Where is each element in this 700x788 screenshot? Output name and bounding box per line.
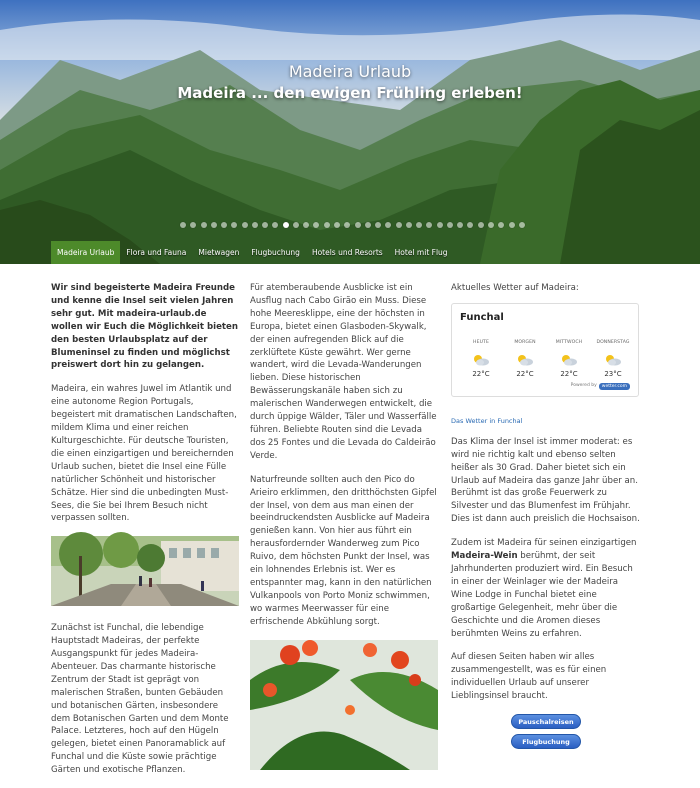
nav-item[interactable]: Madeira Urlaub bbox=[51, 241, 120, 264]
slider-dot[interactable] bbox=[426, 222, 432, 228]
paragraph: Naturfreunde sollten auch den Pico do Arieiro erklimmen, den dritthöchsten Gipfel der Insel, von dem aus man einen der beeindruckendsten Ausblicke auf Madeira genießen kann. Von hier aus führt ein herausfordernder Wanderweg zum Pico Ruivo, dem höchsten Punkt der Insel, was ein lohnendes Erlebnis ist. Wer es entspannter mag, kann in den natürlichen Vulkanpools von Porto Moniz schwimmen, wo warmes Meerwasser für eine erfrischende Abkühlung sorgt. bbox=[250, 474, 437, 627]
text-run: Zudem ist Madeira für seinen einzigartigen bbox=[451, 538, 637, 549]
weather-powered-by bbox=[571, 380, 630, 393]
weather-heading: Aktuelles Wetter auf Madeira: bbox=[451, 283, 579, 293]
hero-title: Madeira Urlaub bbox=[288, 62, 412, 81]
text-run: berühmt, der seit Jahrhunderten produziert wird. Ein Besuch in einer der Weinlager wie der Madeira Wine Lodge in Funchal bietet eine großartige Gelegenheit, mehr über die Geschichte und die Aromen dieses berühmten Weins zu erfahren. bbox=[451, 551, 633, 639]
weather-day-name: HEUTE bbox=[473, 339, 489, 345]
weather-temperature: 23°C bbox=[604, 369, 622, 378]
slider-dot[interactable] bbox=[355, 222, 361, 228]
content-column-right bbox=[451, 282, 641, 754]
slider-dot[interactable] bbox=[416, 222, 422, 228]
nav-item[interactable]: Flora und Fauna bbox=[126, 248, 187, 257]
slider-dot[interactable] bbox=[190, 222, 196, 228]
paragraph: Für atemberaubende Ausblicke ist ein Ausflug nach Cabo Girão ein Muss. Diese hohe Meeresklippe, eine der höchsten in Europa, bietet einen Glasboden-Skywalk, der einen aufregenden Blick auf die zerklüftete Küste gewährt. Wer gerne wandert, wird die Levada-Wanderungen lieben. Diese historischen Bewässerungskanäle haben sich zu malerischen Wanderwegen entwickelt, die durch üppige Wälder, Täler und Wasserfälle führen. Beliebte Routen sind die Levada dos 25 Fontes und die Levada do Caldeirão Verde. bbox=[250, 283, 437, 461]
slider-dot[interactable] bbox=[334, 222, 340, 228]
slider-dot[interactable] bbox=[488, 222, 494, 228]
slider-dot[interactable] bbox=[396, 222, 402, 228]
slider-dot[interactable] bbox=[375, 222, 381, 228]
content-column-left bbox=[51, 282, 239, 788]
weather-day bbox=[548, 337, 590, 381]
madeira-wein-bold: Madeira-Wein bbox=[451, 551, 518, 562]
paragraph-wine bbox=[451, 537, 641, 640]
weather-widget[interactable] bbox=[451, 303, 639, 397]
slider-dot[interactable] bbox=[519, 222, 525, 228]
slider-dot[interactable] bbox=[437, 222, 443, 228]
weather-day bbox=[592, 337, 634, 381]
slider-dot[interactable] bbox=[272, 222, 278, 228]
nav-item[interactable]: Mietwagen bbox=[198, 248, 240, 257]
slider-dot[interactable] bbox=[478, 222, 484, 228]
slider-dot[interactable] bbox=[385, 222, 391, 228]
weather-day-name: MITTWOCH bbox=[555, 339, 583, 345]
content-column-middle bbox=[250, 282, 438, 785]
paragraph: Das Klima der Insel ist immer moderat: es wird nie richtig kalt und ebenso selten heißer als 30 Grad. Daher bietet sich ein Urlaub auf Madeira das ganze Jahr über an. Berühmt ist das große Feuerwerk zu Silvester und das Blumenfest im Frühjahr. Dies ist dann auch preislich die Hochsaison. bbox=[451, 436, 640, 525]
partly-cloudy-icon bbox=[604, 354, 622, 366]
partly-cloudy-icon bbox=[472, 354, 490, 366]
hero-banner bbox=[0, 0, 700, 264]
partly-cloudy-icon bbox=[516, 354, 534, 366]
slider-dot[interactable] bbox=[221, 222, 227, 228]
slider-dot[interactable] bbox=[344, 222, 350, 228]
slider-dot[interactable] bbox=[498, 222, 504, 228]
weather-day-name: DONNERSTAG bbox=[596, 339, 630, 345]
nav-item[interactable]: Flugbuchung bbox=[251, 248, 300, 257]
slider-dot[interactable] bbox=[457, 222, 463, 228]
nav-item[interactable]: Hotels und Resorts bbox=[311, 248, 383, 257]
slider-dot[interactable] bbox=[324, 222, 330, 228]
slider-dot[interactable] bbox=[293, 222, 299, 228]
partly-cloudy-icon bbox=[560, 354, 578, 366]
slider-dot[interactable] bbox=[201, 222, 207, 228]
slider-dot[interactable] bbox=[365, 222, 371, 228]
weather-forecast-days bbox=[460, 337, 634, 381]
paragraph: Auf diesen Seiten haben wir alles zusammengestellt, was es für einen individuellen Urlaub auf unserer Lieblingsinsel braucht. bbox=[451, 652, 607, 702]
weather-city: Funchal bbox=[460, 311, 504, 323]
powered-by-label: Powered by bbox=[570, 383, 597, 388]
slider-dot[interactable] bbox=[303, 222, 309, 228]
main-navigation bbox=[51, 241, 454, 264]
slider-dot[interactable] bbox=[180, 222, 186, 228]
paragraph: Zunächst ist Funchal, die lebendige Hauptstadt Madeiras, der perfekte Ausgangspunkt für jedes Madeira-Abenteuer. Das charmante historische Zentrum der Stadt ist geprägt von malerischen Straßen, bunten Gebäuden und botanischen Gärten, insbesondere dem Botanischen Garten und dem Monte Palace. Letzteres, hoch auf den Hügeln gelegen, bietet einen Panoramablick auf Funchal und die Küste sowie prächtige Gärten und exotische Pflanzen. bbox=[51, 623, 229, 776]
weather-temperature: 22°C bbox=[560, 369, 578, 378]
funchal-street-photo bbox=[51, 536, 239, 611]
weather-day bbox=[504, 337, 546, 381]
slider-dot[interactable] bbox=[406, 222, 412, 228]
slider-dot[interactable] bbox=[262, 222, 268, 228]
nav-item[interactable]: Hotel mit Flug bbox=[394, 248, 448, 257]
slider-dot[interactable] bbox=[313, 222, 319, 228]
paragraph: Madeira, ein wahres Juwel im Atlantik und eine autonome Region Portugals, begeistert mit dramatischen Landschaften, mildem Klima und einer reichen Kulturgeschichte. Für deutsche Touristen, die einen einzigartigen und bereichernden Urlaub suchen, bietet die Insel eine Fülle natürlicher Schönheit und historischer Schätze. Hier sind die unbedingten Must-Sees, die Sie bei Ihrem Besuch nicht verpassen sollten. bbox=[51, 384, 237, 524]
slider-dot[interactable] bbox=[467, 222, 473, 228]
weather-funchal-link[interactable]: Das Wetter in Funchal bbox=[451, 416, 523, 425]
slider-dot[interactable] bbox=[252, 222, 258, 228]
weather-temperature: 22°C bbox=[472, 369, 490, 378]
slider-dot[interactable] bbox=[447, 222, 453, 228]
slider-dot[interactable] bbox=[211, 222, 217, 228]
hero-subtitle: Madeira ... den ewigen Frühling erleben! bbox=[177, 84, 523, 102]
slider-dot[interactable] bbox=[509, 222, 515, 228]
slider-pagination bbox=[180, 222, 525, 230]
flugbuchung-button[interactable]: Flugbuchung bbox=[511, 734, 581, 749]
weather-day-name: MORGEN bbox=[514, 339, 536, 345]
flowering-tree-photo bbox=[250, 640, 438, 775]
weather-temperature: 22°C bbox=[516, 369, 534, 378]
slider-dot[interactable] bbox=[242, 222, 248, 228]
wetter-com-logo[interactable]: wetter.com bbox=[599, 383, 630, 390]
slider-dot[interactable] bbox=[231, 222, 237, 228]
pauschalreisen-button[interactable]: Pauschalreisen bbox=[511, 714, 581, 729]
slider-dot[interactable] bbox=[283, 222, 289, 228]
intro-text: Wir sind begeisterte Madeira Freunde und kenne die Insel seit vielen Jahren sehr gut. Mit madeira-urlaub.de wollen wir Euch die Möglichkeit bieten den besten Urlaubsplatz auf der Blumeninsel zu finden und möglichst preiswert dort hin zu gelangen. bbox=[51, 283, 238, 371]
weather-day bbox=[460, 337, 502, 381]
